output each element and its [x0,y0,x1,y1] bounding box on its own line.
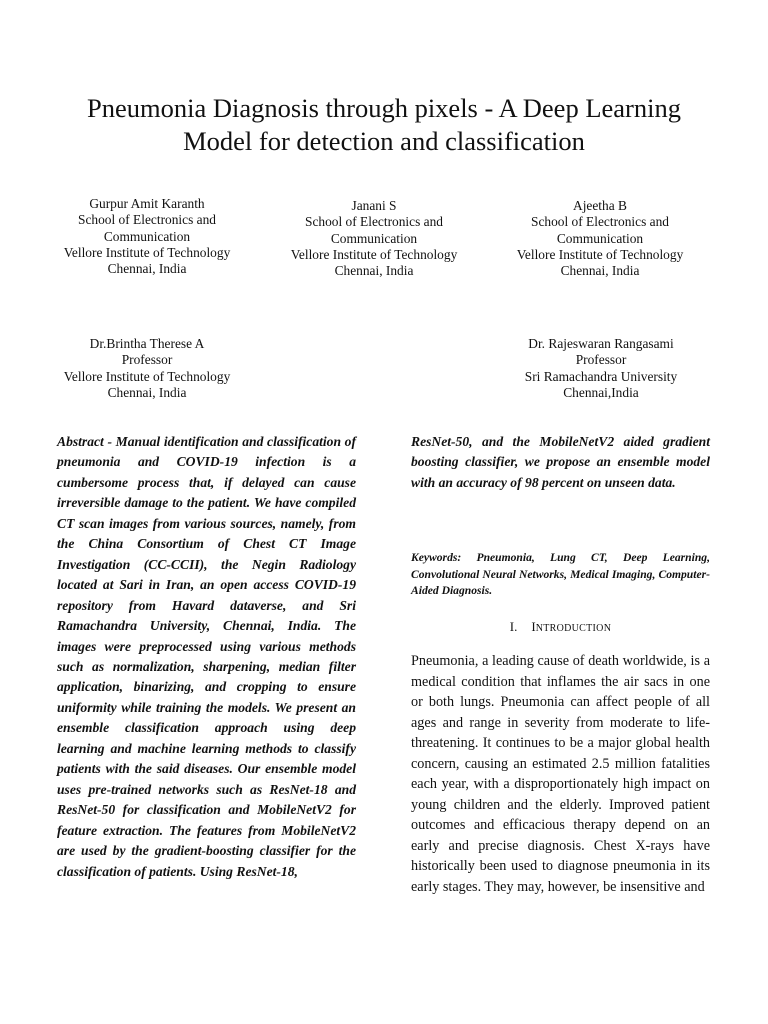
author-name: Gurpur Amit Karanth [89,196,205,211]
section-title-rest: NTRODUCTION [535,623,612,634]
section-heading [411,619,710,635]
author-location: Chennai, India [107,384,187,400]
author-affiliation: School of Electronics and [78,212,216,228]
introduction-text: Pneumonia, a leading cause of death worldwide, is a medical condition that inflames the air sacs in one or both lungs. Pneumonia can affect people of all ages and range in severity from moderate to life-threatening. It continues to be a major global health concern, causing an estimated 2.5 million fatalities each year, with a disproportionately high impact on young children and the elderly. Improved patient outcomes and efficacious therapy depend on an early and precise diagnosis. Chest X-rays have historically been used to diagnose pneumonia in its early stages. They may, however, be insensitive and [411,653,710,895]
author-name: Ajeetha B [573,198,627,213]
author-block [42,336,252,401]
author-block [45,196,249,277]
paper-title: Pneumonia Diagnosis through pixels - A Deep Learning Model for detection and classification [87,93,681,156]
author-block [498,198,702,279]
author-block [496,336,706,401]
author-institution: Sri Ramachandra University [524,368,678,384]
author-affiliation: Communication [330,230,418,246]
author-affiliation: School of Electronics and [305,214,443,230]
author-location: Chennai, India [107,261,187,277]
abstract-text: Abstract - Manual identification and classification of pneumonia and COVID-19 infection is a cumbersome process that, if delayed can cause irreversible damage to the patient. We have compiled CT scan images from various sources, namely, from the China Consortium of Chest CT Image Investigation (CC-CCII), the Negin Radiology located at Sari in Iran, an open access COVID-19 repository from Havard dataverse, and Sri Ramachandra University, Chennai, India. The images were preprocessed using various methods such as normalization, sharpening, median filter application, binarizing, and cropping to ensure uniformity while training the models. We present an ensemble classification approach using deep learning and machine learning methods to classify patients with the said diseases. Our ensemble model uses pre-trained networks such as ResNet-18 and ResNet-50 for classification and MobileNetV2 for feature extraction. The features from MobileNetV2 are used by the gradient-boosting classifier for the classification of patients. Using ResNet-18, [57,434,356,879]
author-name: Janani S [351,198,397,213]
author-institution: Vellore Institute of Technology [516,246,684,262]
abstract-text-continued: ResNet-50, and the MobileNetV2 aided gradient boosting classifier, we propose an ensemble model with an accuracy of 98 percent on unseen data. [411,434,710,490]
author-block [272,198,476,279]
author-location: Chennai,India [563,384,639,400]
author-name: Dr.Brintha Therese A [89,336,205,351]
author-affiliation: Communication [556,230,644,246]
author-location: Chennai, India [560,263,640,279]
author-title: Professor [575,352,627,368]
author-location: Chennai, India [334,263,414,279]
author-title: Professor [121,352,173,368]
section-title-initial: I [531,619,536,634]
author-institution: Vellore Institute of Technology [290,246,458,262]
section-number: I. [509,619,518,634]
author-affiliation: Communication [103,228,191,244]
author-name: Dr. Rajeswaran Rangasami [528,336,674,351]
author-institution: Vellore Institute of Technology [63,244,231,260]
keywords: Keywords: Pneumonia, Lung CT, Deep Learning, Convolutional Neural Networks, Medical Imaging, Computer-Aided Diagnosis. [411,551,710,598]
author-institution: Vellore Institute of Technology [63,368,231,384]
author-affiliation: School of Electronics and [531,214,669,230]
